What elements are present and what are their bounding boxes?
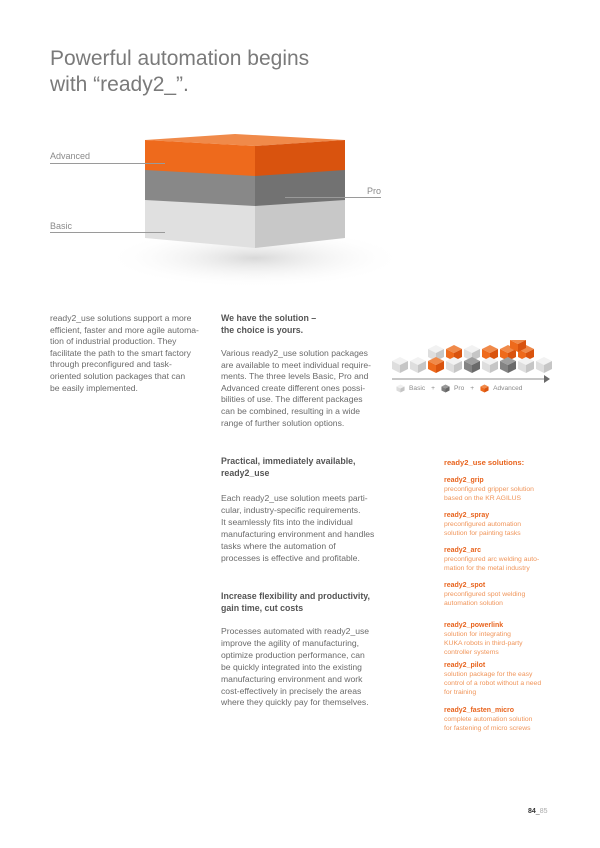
solution-name: ready2_arc (444, 547, 481, 554)
solution-description-line: mation for the metal industry (444, 565, 530, 572)
basic-label: Basic (50, 221, 73, 231)
solution-description-line: preconfigured spot welding (444, 591, 526, 598)
solution-description-line: controller systems (444, 649, 499, 656)
solution-name: ready2_spray (444, 512, 490, 519)
solution-description (444, 715, 564, 733)
solution-name: ready2_grip (444, 477, 484, 484)
combination-cube (518, 357, 534, 373)
solution-name: ready2_fasten_micro (444, 707, 515, 714)
page-number-separator: _ (535, 808, 540, 815)
progression-arrow-head (544, 375, 550, 383)
solution-item (444, 511, 564, 538)
flexibility-paragraph: Processes automated with ready2_use improve the agility of manufacturing, optimize production performance, can be quickly integrated into the existing manufacturing environment and work cost-effectively in precisely the areas where they quickly pay for themselves. (221, 626, 370, 708)
cube-combination-graphic (390, 340, 555, 385)
solution-paragraph: Various ready2_use solution packages are available to meet individual require- ments. The three levels Basic, Pro and Advanced create different ones possi- bilities of use. The different packages can be combined, resulting in a wide range of further solution options. (221, 348, 371, 428)
combination-cube (536, 357, 552, 373)
advanced-block (145, 134, 345, 176)
pro-cube-icon (441, 384, 450, 393)
basic-cube-icon (396, 384, 405, 393)
solution-description-line: KUKA robots in third-party (444, 640, 523, 647)
solution-description (444, 590, 564, 608)
practical-heading: Practical, immediately available, ready2_use (221, 456, 356, 478)
next-page-number: 85 (539, 808, 548, 815)
solution-item (444, 621, 564, 657)
legend-plus-1: + (431, 385, 435, 392)
combination-cube (446, 357, 462, 373)
solution-description (444, 670, 564, 697)
legend-pro: Pro (453, 385, 465, 392)
solution-description (444, 520, 564, 538)
combination-cube (464, 357, 480, 373)
solution-name: ready2_powerlink (444, 622, 504, 629)
solution-item (444, 661, 564, 697)
solution-name: ready2_spot (444, 582, 486, 589)
solution-item (444, 581, 564, 608)
solution-description-line: preconfigured arc welding auto- (444, 556, 540, 563)
solution-description (444, 485, 564, 503)
solution-description-line: based on the KR AGILUS (444, 495, 522, 502)
pro-label: Pro (367, 186, 382, 196)
solution-description-line: for training (444, 689, 477, 696)
current-page-number: 84 (528, 808, 536, 815)
solution-item (444, 706, 564, 733)
intro-paragraph: ready2_use solutions support a more efficient, faster and more agile automa- tion of industrial production. They facilitate the path to the smart factory through preconfigured and task- oriented solution packages that can be easily implemented. (50, 313, 199, 393)
legend-plus-2: + (470, 385, 475, 392)
solution-description-line: solution for integrating (444, 631, 511, 638)
solution-description-line: preconfigured automation (444, 521, 522, 528)
solution-description-line: preconfigured gripper solution (444, 486, 534, 493)
solution-description (444, 555, 564, 573)
solution-name: ready2_pilot (444, 662, 486, 669)
flexibility-heading: Increase flexibility and productivity, gain time, cut costs (221, 591, 370, 613)
pro-leader-line (285, 197, 381, 198)
advanced-label: Advanced (50, 151, 91, 161)
practical-paragraph: Each ready2_use solution meets parti- cular, industry-specific requirements. It seamlessly fits into the individual manufacturing environment and handles tasks where the automation of processes is effective and profitable. (221, 493, 375, 563)
cube-legend (396, 384, 522, 393)
solution-description-line: for fastening of micro screws (444, 725, 531, 732)
page-title-line-1: Powerful automation begins (50, 47, 310, 70)
combination-cube (428, 357, 444, 373)
legend-advanced: Advanced (493, 385, 523, 392)
legend-basic: Basic (409, 385, 426, 392)
solution-description-line: automation solution (444, 600, 503, 607)
basic-leader-line (50, 232, 165, 233)
page-title (50, 46, 370, 98)
solution-item (444, 476, 564, 503)
solution-description-line: complete automation solution (444, 716, 533, 723)
solution-description-line: solution for painting tasks (444, 530, 521, 537)
combination-cube (500, 357, 516, 373)
combination-cube (410, 357, 426, 373)
solution-heading: We have the solution – the choice is yours. (221, 313, 317, 335)
combination-cube (482, 357, 498, 373)
solution-description-line: solution package for the easy (444, 671, 533, 678)
page-number (528, 808, 548, 815)
solution-description (444, 630, 564, 657)
page-title-line-2: with “ready2_”. (50, 73, 189, 96)
solution-item (444, 546, 564, 573)
solutions-list-title: ready2_use solutions: (444, 458, 525, 467)
advanced-cube-icon (480, 384, 489, 393)
advanced-leader-line (50, 163, 165, 164)
solution-description-line: control of a robot without a need (444, 680, 542, 687)
level-stack-graphic (100, 130, 400, 290)
combination-cube (392, 357, 408, 373)
